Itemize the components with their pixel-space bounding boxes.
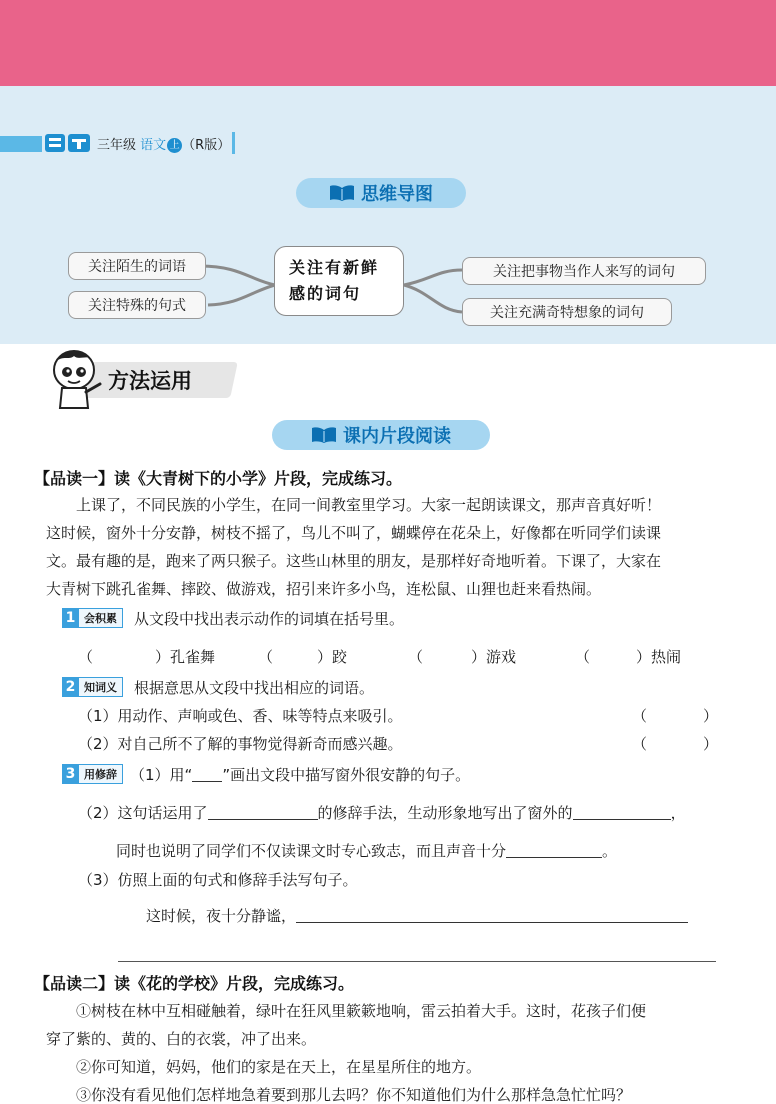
mind-map-right-item-2: 关注充满奇特想象的词句 [462, 298, 672, 326]
volume-badge: 上 [167, 138, 182, 153]
question-2-sub-2: （2）对自己所不了解的事物觉得新奇而感兴趣。 [78, 735, 403, 753]
passage-line: ②你可知道，妈妈，他们的家是在天上，在星星所住的地方。 [76, 1058, 482, 1076]
grade-subject-label [97, 134, 230, 153]
question-number: 2 [62, 677, 79, 697]
open-book-icon [329, 184, 355, 202]
answer-blank[interactable] [506, 857, 602, 858]
question-tag: 会积累 [79, 608, 123, 628]
center-node-line-2: 感的词句 [289, 284, 362, 303]
answer-line[interactable] [118, 961, 716, 962]
subject-text: 语文 [140, 138, 167, 153]
mind-map-left-item-2: 关注特殊的句式 [68, 291, 206, 319]
question-3-sub-1: （1）用“ ”画出文段中描写窗外很安静的句子。 [130, 766, 471, 784]
question-number: 1 [62, 608, 79, 628]
reading-2-passage [46, 997, 718, 1104]
edition-text: （R版） [182, 138, 231, 153]
question-3-sub-2-cont: 同时也说明了同学们不仅读课文时专心致志，而且声音十分 。 [116, 842, 618, 860]
question-3-sub-2: （2）这句话运用了 的修辞手法，生动形象地写出了窗外的 ， [78, 804, 686, 822]
question-2-text: 根据意思从文段中找出相应的词语。 [134, 679, 375, 697]
mind-map-left-item-1: 关注陌生的词语 [68, 252, 206, 280]
question-1-blank-3: （ ）游戏 [408, 648, 517, 666]
brand-logo-icon [44, 131, 92, 155]
answer-blank[interactable] [573, 819, 671, 820]
reading-1-passage [46, 491, 718, 603]
passage-line: 大青树下跳孔雀舞、摔跤、做游戏，招引来许多小鸟，连松鼠、山狸也赶来看热闹。 [46, 580, 602, 598]
question-tag: 用修辞 [79, 764, 123, 784]
question-3-sub-3: （3）仿照上面的句式和修辞手法写句子。 [78, 871, 358, 889]
grade-text: 三年级 [97, 138, 137, 153]
open-book-icon [311, 426, 337, 444]
method-section-banner [48, 352, 248, 408]
answer-blank: （ ） [632, 707, 719, 725]
question-2-label [62, 677, 123, 697]
question-3-label [62, 764, 123, 784]
reading-2-heading: 【品读二】读《花的学校》片段，完成练习。 [34, 974, 355, 993]
passage-line: 文。最有趣的是，跑来了两只猴子。这些山林里的朋友，是那样好奇地听着。下课了，大家在 [46, 552, 662, 570]
question-3-prompt: 这时候，夜十分静谧， [146, 905, 688, 926]
reading-title-text: 课内片段阅读 [343, 426, 451, 447]
center-node-line-1: 关注有新鲜 [289, 258, 380, 277]
mind-map-title [296, 178, 466, 208]
mascot-icon [48, 348, 106, 412]
reading-section-title [272, 420, 490, 450]
top-color-band [0, 0, 776, 86]
reading-1-heading: 【品读一】读《大青树下的小学》片段，完成练习。 [34, 469, 403, 488]
passage-line: ③你没有看见他们怎样地急着要到那儿去吗？你不知道他们为什么那样急急忙忙吗？ [76, 1086, 632, 1104]
question-1-blank-4: （ ）热闹 [575, 648, 682, 666]
answer-line[interactable] [296, 922, 688, 923]
question-tag: 知词义 [79, 677, 123, 697]
answer-blank[interactable] [208, 819, 318, 820]
header-separator [232, 132, 235, 154]
question-1-blank-1: （ ）孔雀舞 [78, 648, 216, 666]
passage-line: 这时候，窗外十分安静，树枝不摇了，鸟儿不叫了，蝴蝶停在花朵上，好像都在听同学们读课 [46, 524, 662, 542]
mind-map-center-node [274, 246, 404, 316]
passage-line: ①树枝在林中互相碰触着，绿叶在狂风里簌簌地响，雷云拍着大手。这时，花孩子们便 [76, 1002, 647, 1020]
passage-line: 穿了紫的、黄的、白的衣裳，冲了出来。 [46, 1030, 317, 1048]
mind-map-title-text: 思维导图 [361, 184, 433, 205]
question-1-label [62, 608, 123, 628]
answer-blank: （ ） [632, 735, 719, 753]
question-1-blank-2: （ ）跤 [258, 648, 348, 666]
mind-map-right-item-1: 关注把事物当作人来写的词句 [462, 257, 706, 285]
question-2-sub-1: （1）用动作、声响或色、香、味等特点来吸引。 [78, 707, 403, 725]
question-1-text: 从文段中找出表示动作的词填在括号里。 [134, 610, 405, 628]
header-accent-bar [0, 136, 42, 152]
method-title-text: 方法运用 [108, 369, 192, 393]
question-number: 3 [62, 764, 79, 784]
passage-line: 上课了，不同民族的小学生，在同一间教室里学习。大家一起朗读课文，那声音真好听！ [76, 496, 662, 514]
